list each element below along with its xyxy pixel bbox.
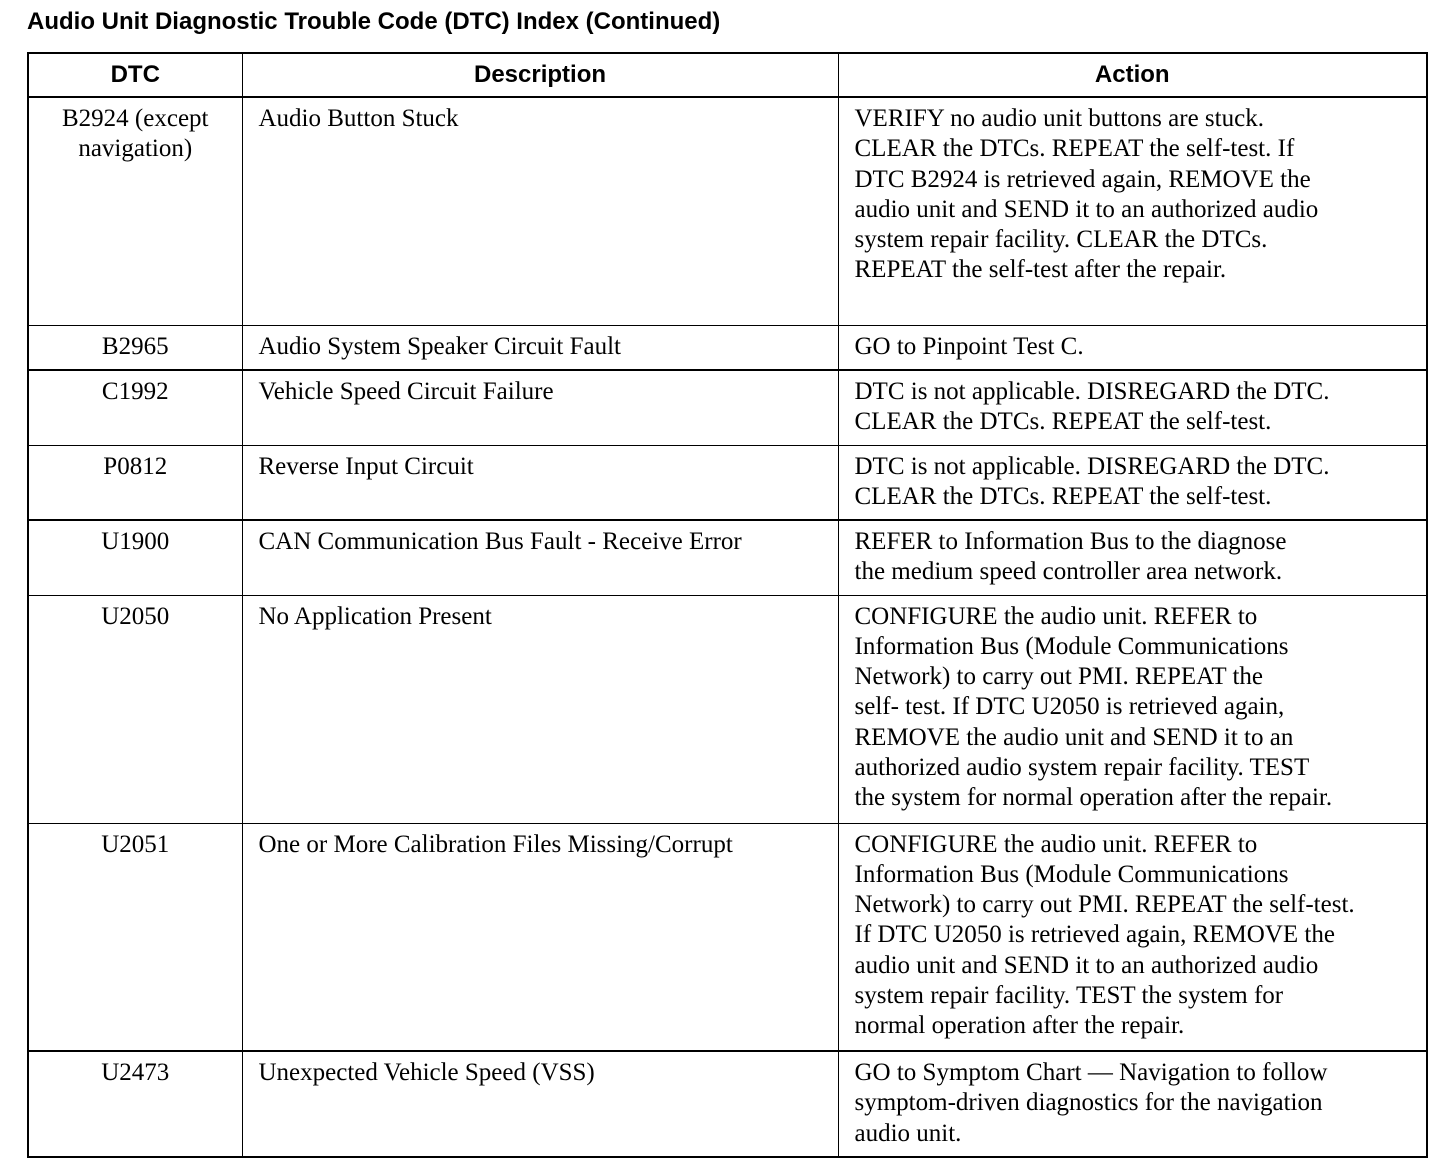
dtc-description: Audio System Speaker Circuit Fault — [242, 325, 838, 370]
table-row — [28, 325, 1427, 370]
table-row — [28, 520, 1427, 595]
dtc-action: GO to Symptom Chart — Navigation to follow symptom-driven diagnostics for the navigation audio unit. — [838, 1051, 1427, 1157]
dtc-description: Audio Button Stuck — [242, 97, 838, 325]
header-dtc: DTC — [28, 53, 242, 97]
page-title: Audio Unit Diagnostic Trouble Code (DTC) Index (Continued) — [27, 8, 721, 35]
dtc-action: VERIFY no audio unit buttons are stuck. CLEAR the DTCs. REPEAT the self-test. If DTC B2924 is retrieved again, REMOVE the audio unit and SEND it to an authorized audio system repair facility. CLEAR the DTCs. REPEAT the self-test after the repair. — [838, 97, 1427, 325]
header-description: Description — [242, 53, 838, 97]
dtc-action: DTC is not applicable. DISREGARD the DTC. CLEAR the DTCs. REPEAT the self-test. — [838, 370, 1427, 445]
dtc-code: U2473 — [28, 1051, 242, 1157]
table-row — [28, 823, 1427, 1051]
table-row — [28, 445, 1427, 520]
table-row — [28, 97, 1427, 325]
table-row — [28, 370, 1427, 445]
dtc-code: C1992 — [28, 370, 242, 445]
table-row — [28, 595, 1427, 823]
table-row — [28, 1051, 1427, 1157]
dtc-description: CAN Communication Bus Fault - Receive Error — [242, 520, 838, 595]
dtc-action: DTC is not applicable. DISREGARD the DTC. CLEAR the DTCs. REPEAT the self-test. — [838, 445, 1427, 520]
dtc-code: U1900 — [28, 520, 242, 595]
dtc-description: One or More Calibration Files Missing/Corrupt — [242, 823, 838, 1051]
dtc-description: Unexpected Vehicle Speed (VSS) — [242, 1051, 838, 1157]
dtc-action: REFER to Information Bus to the diagnose the medium speed controller area network. — [838, 520, 1427, 595]
header-action: Action — [838, 53, 1427, 97]
dtc-action: GO to Pinpoint Test C. — [838, 325, 1427, 370]
header-row — [28, 53, 1427, 97]
dtc-description: No Application Present — [242, 595, 838, 823]
dtc-description: Reverse Input Circuit — [242, 445, 838, 520]
dtc-code: P0812 — [28, 445, 242, 520]
dtc-description: Vehicle Speed Circuit Failure — [242, 370, 838, 445]
dtc-code: B2965 — [28, 325, 242, 370]
dtc-code: B2924 (except navigation) — [28, 97, 242, 325]
dtc-action: CONFIGURE the audio unit. REFER to Information Bus (Module Communications Network) to carry out PMI. REPEAT the self- test. If DTC U2050 is retrieved again, REMOVE the audio unit and SEND it to an authorized audio system repair facility. TEST the system for normal operation after the repair. — [838, 595, 1427, 823]
dtc-code: U2051 — [28, 823, 242, 1051]
dtc-index-table — [27, 52, 1428, 1158]
dtc-code: U2050 — [28, 595, 242, 823]
dtc-action: CONFIGURE the audio unit. REFER to Information Bus (Module Communications Network) to carry out PMI. REPEAT the self-test. If DTC U2050 is retrieved again, REMOVE the audio unit and SEND it to an authorized audio system repair facility. TEST the system for normal operation after the repair. — [838, 823, 1427, 1051]
